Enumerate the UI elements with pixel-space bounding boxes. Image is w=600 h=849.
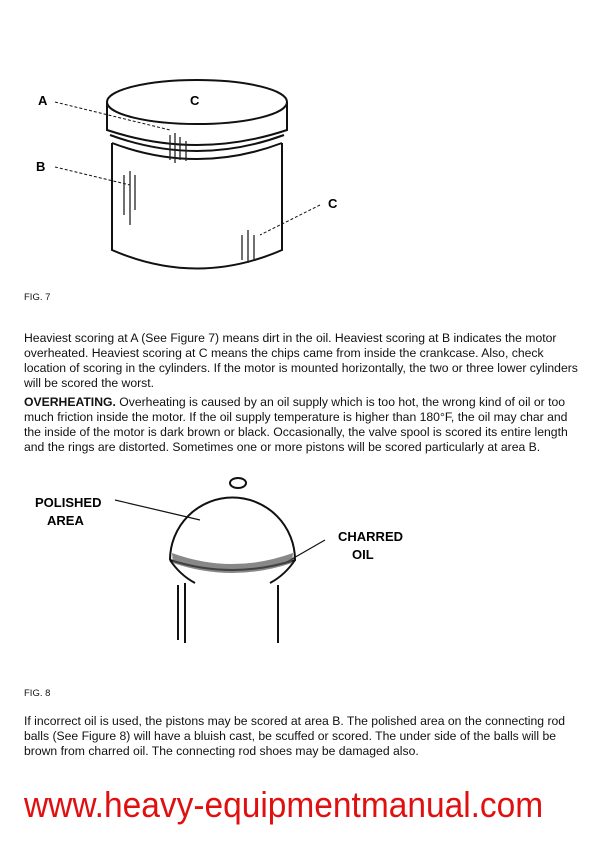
- label-b: B: [36, 159, 46, 174]
- paragraph-incorrect-oil: If incorrect oil is used, the pistons may be scored at area B. The polished area on the connecting rod balls (See Figure 8) will have a bluish cast, be scuffed or scored. The under side of the balls will be brown from charred oil. The connecting rod shoes may be damaged also.: [24, 714, 566, 758]
- paragraph-scoring: Heaviest scoring at A (See Figure 7) means dirt in the oil. Heaviest scoring at B indicates the motor overheated. Heaviest scoring at C means the chips came from inside the crankcase. Also, check location of scoring in the cylinders. If the motor is mounted horizontally, the two or three lower cylinders will be scored the worst.: [24, 331, 578, 390]
- overheating-heading: OVERHEATING.: [24, 395, 116, 409]
- label-area: AREA: [47, 513, 84, 528]
- watermark: www.heavy-equipmentmanual.com: [24, 784, 544, 825]
- label-c-side: C: [328, 196, 338, 211]
- label-c-top: C: [190, 93, 200, 108]
- label-a: A: [38, 93, 48, 108]
- label-oil: OIL: [352, 547, 374, 562]
- figure-7-piston-drawing: [20, 75, 360, 285]
- label-polished: POLISHED: [35, 495, 102, 510]
- label-charred: CHARRED: [338, 529, 403, 544]
- figure-8-rod-ball-drawing: [20, 465, 420, 645]
- fig-7-caption: FIG. 7: [24, 292, 51, 303]
- fig-8-caption: FIG. 8: [24, 688, 51, 699]
- paragraph-overheating: [24, 395, 584, 455]
- overheating-text: Overheating is caused by an oil supply which is too hot, the wrong kind of oil or too much friction inside the motor. If the oil supply temperature is higher than 180°F, the oil may char and the inside of the motor is dark brown or black. Occasionally, the valve spool is scored its entire length and the rings are distorted. Sometimes one or more pistons will be scored particularly at area B.: [24, 395, 568, 454]
